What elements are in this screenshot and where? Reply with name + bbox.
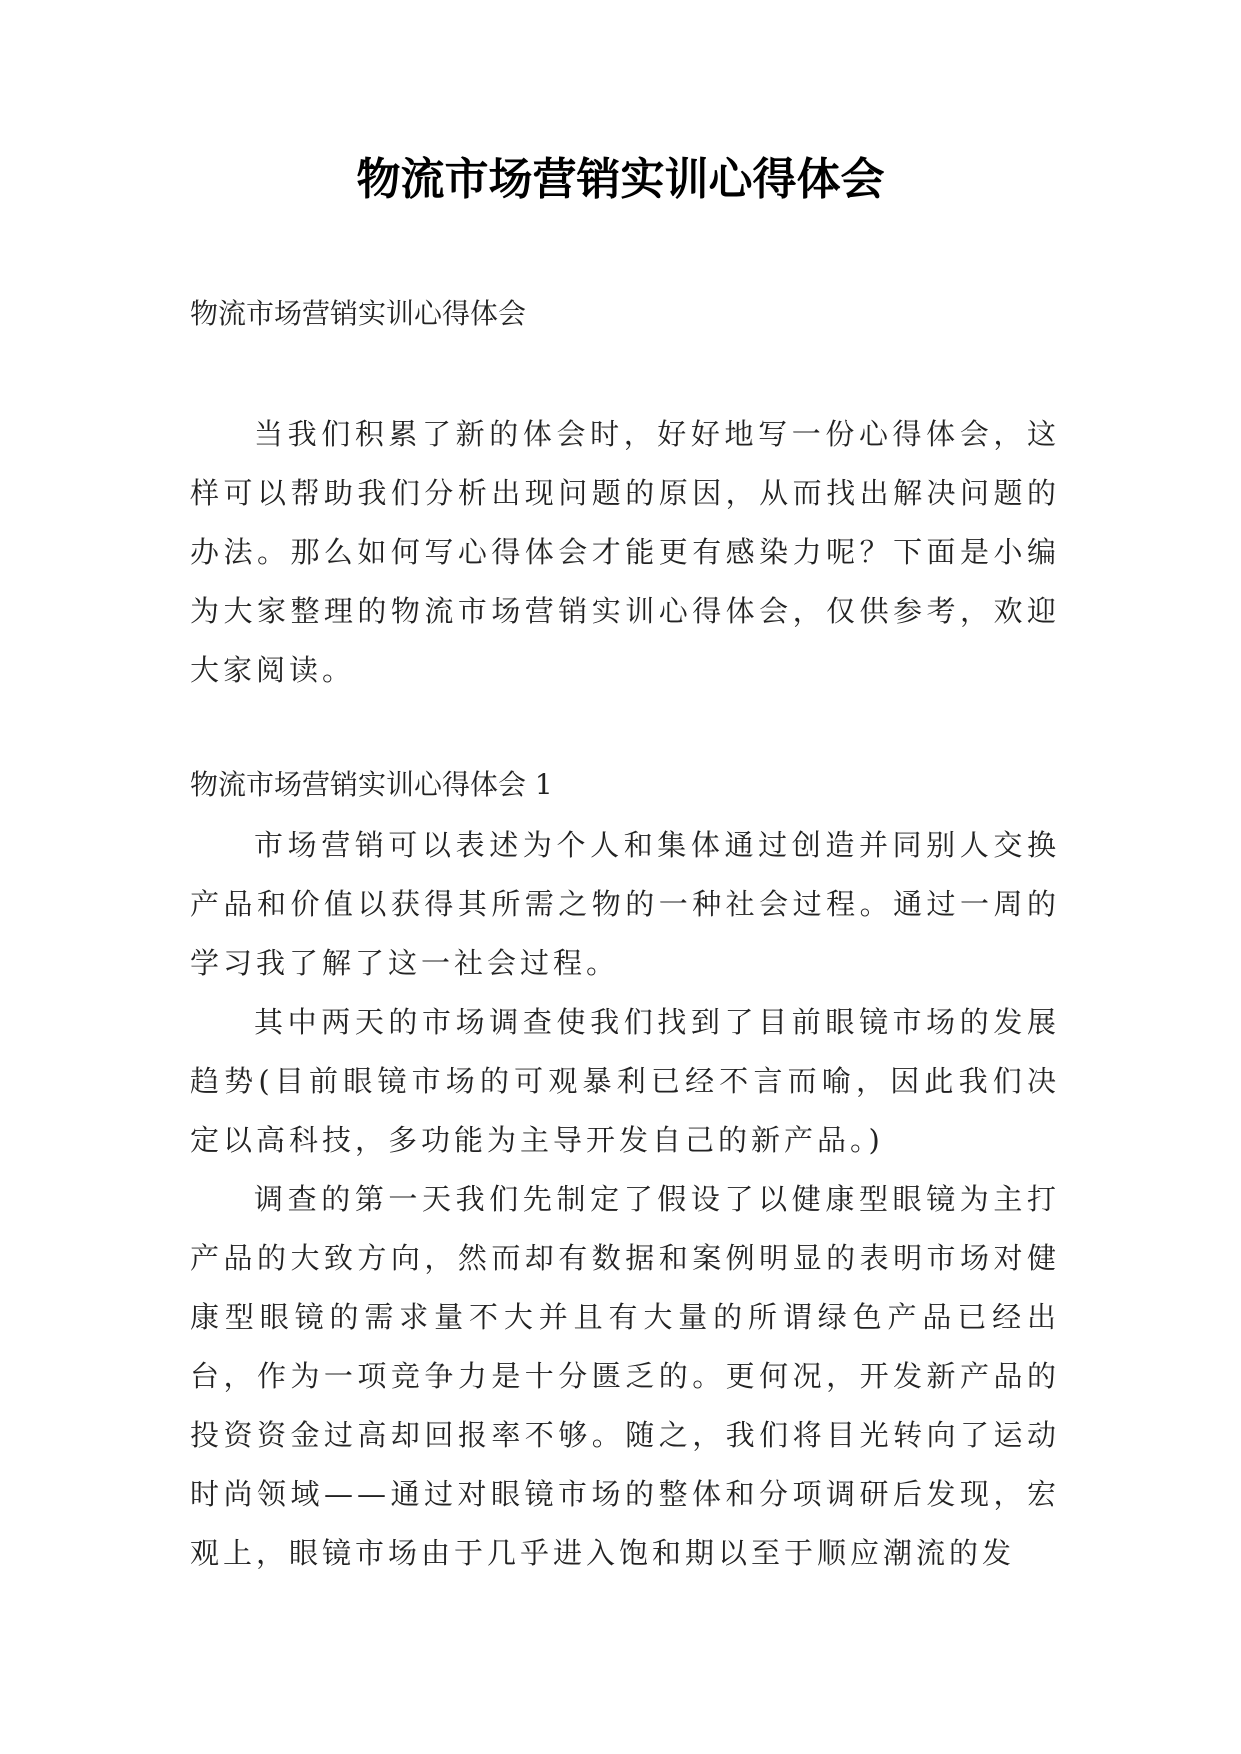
intro-paragraph: 当我们积累了新的体会时，好好地写一份心得体会，这样可以帮助我们分析出现问题的原因，从而找出解决问题的办法。那么如何写心得体会才能更有感染力呢？下面是小编为大家整理的物流市场营销实训心得体会，仅供参考，欢迎大家阅读。 bbox=[190, 417, 1060, 687]
body-paragraph-1: 市场营销可以表述为个人和集体通过创造并同别人交换产品和价值以获得其所需之物的一种社会过程。通过一周的学习我了解了这一社会过程。 bbox=[190, 828, 1060, 980]
document-title: 物流市场营销实训心得体会 bbox=[356, 154, 885, 205]
body-paragraph-2: 其中两天的市场调查使我们找到了目前眼镜市场的发展趋势(目前眼镜市场的可观暴利已经不言而喻，因此我们决定以高科技，多功能为主导开发自己的新产品。) bbox=[190, 1005, 1060, 1157]
section-heading: 物流市场营销实训心得体会 1 bbox=[190, 768, 553, 801]
body-paragraph-3: 调查的第一天我们先制定了假设了以健康型眼镜为主打产品的大致方向，然而却有数据和案例明显的表明市场对健康型眼镜的需求量不大并且有大量的所谓绿色产品已经出台，作为一项竞争力是十分匮乏的。更何况，开发新产品的投资资金过高却回报率不够。随之，我们将目光转向了运动时尚领域——通过对眼镜市场的整体和分项调研后发现，宏观上，眼镜市场由于几乎进入饱和期以至于顺应潮流的发 bbox=[190, 1182, 1060, 1570]
document-subtitle: 物流市场营销实训心得体会 bbox=[190, 297, 527, 330]
